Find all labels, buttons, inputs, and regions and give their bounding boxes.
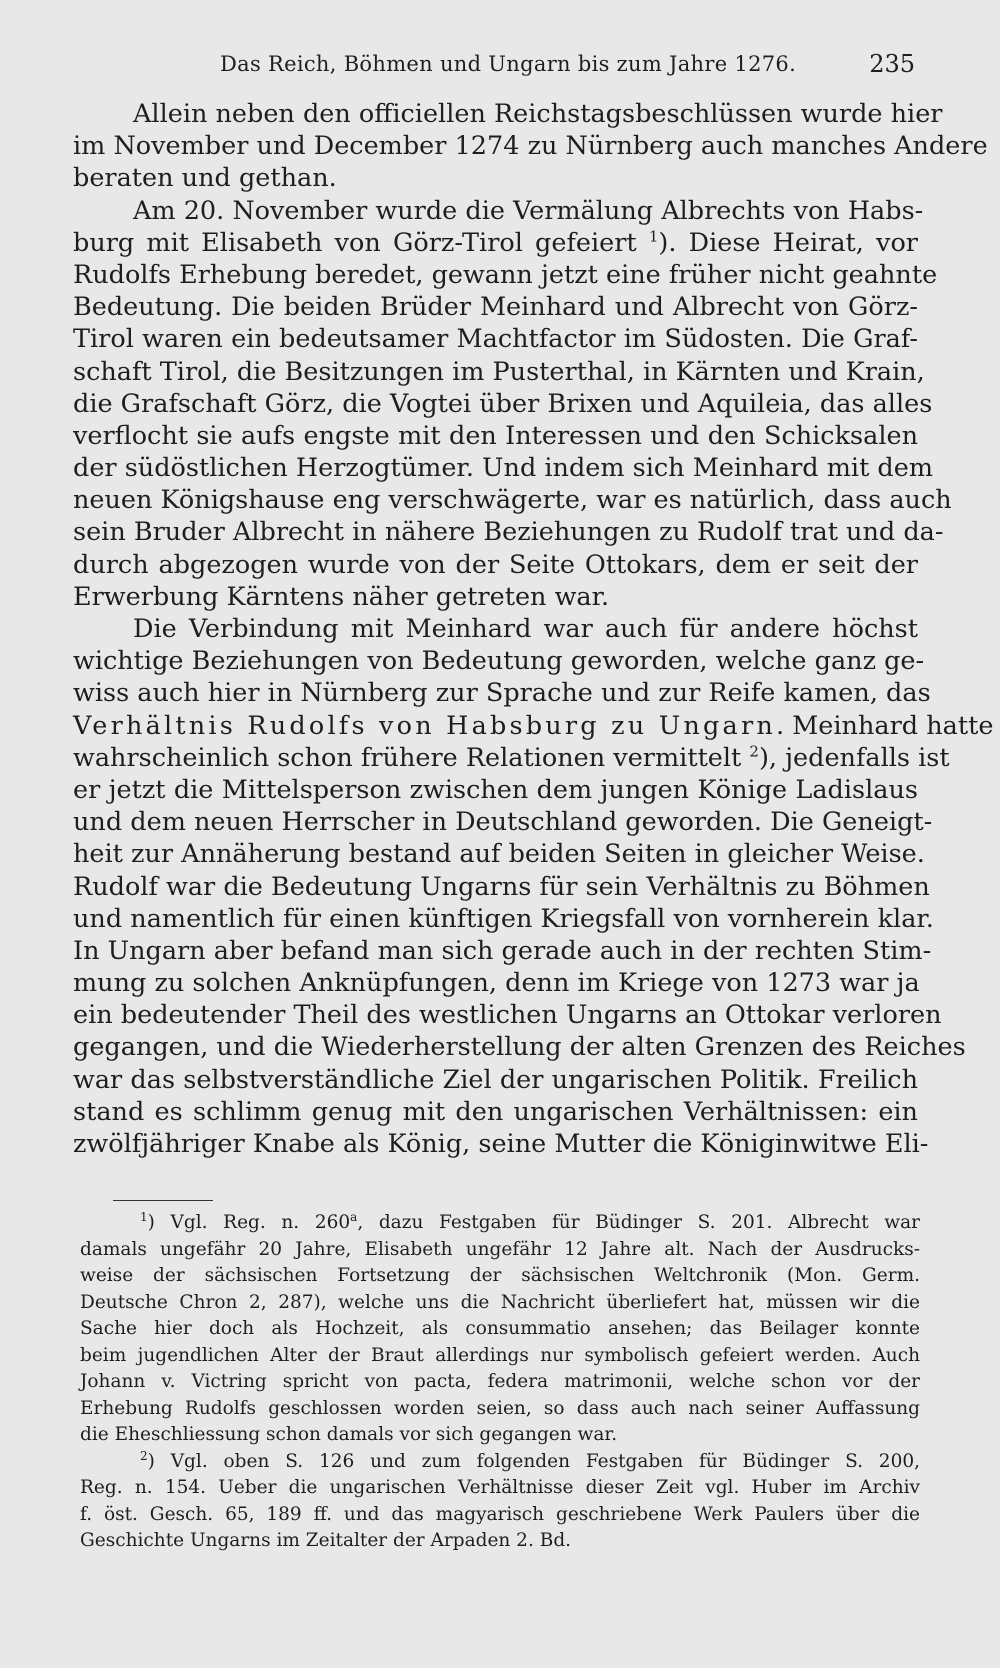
footnotes (80, 1210, 920, 1555)
text-line: stand es schlimm genug mit den ungarischen Verhältnissen: ein (73, 1096, 918, 1127)
text-line: Rudolf war die Bedeutung Ungarns für sein Verhältnis zu Böhmen (73, 871, 930, 902)
emphasized-text: Verhältnis Rudolfs von Habsburg zu Ungarn (73, 710, 776, 741)
footnote-line: Sache hier doch als Hochzeit, als consummatio ansehen; das Beilager konnte (80, 1318, 920, 1339)
text-line: im November und December 1274 zu Nürnberg auch manches Andere (73, 131, 988, 162)
text-segment: wahrscheinlich schon frühere Relationen vermittelt (73, 742, 742, 773)
text-line: mung zu solchen Anknüpfungen, denn im Kriege von 1273 war ja (73, 968, 920, 999)
body-text (73, 98, 994, 1160)
footnote-line (80, 1210, 920, 1237)
footnote-line: weise der sächsischen Fortsetzung der sächsischen Weltchronik (Mon. Germ. (80, 1265, 920, 1286)
text-line: durch abgezogen wurde von der Seite Ottokars, dem er seit der (73, 549, 918, 580)
text-line: heit zur Annäherung bestand auf beiden Seiten in gleicher Weise. (73, 839, 925, 870)
footnote-mark: 1 (648, 227, 659, 246)
footnote-mark: 2 (749, 742, 759, 761)
footnote-number: 1 (140, 1209, 148, 1224)
footnote-line (80, 1449, 920, 1476)
text-segment: burg mit Elisabeth von Görz-Tirol gefeiert (73, 227, 637, 258)
text-line: In Ungarn aber befand man sich gerade auch in der rechten Stim- (73, 935, 932, 966)
text-line: Am 20. November wurde die Vermälung Albrechts von Habs- (133, 195, 924, 226)
footnote-line: Erhebung Rudolfs geschlossen worden seien, so dass auch nach seiner Auffassung (80, 1397, 920, 1419)
text-line: ein bedeutender Theil des westlichen Ungarns an Ottokar verloren (73, 1000, 942, 1031)
text-line: beraten und gethan. (73, 163, 337, 194)
text-line: Tirol waren ein bedeutsamer Machtfactor im Südosten. Die Graf- (73, 324, 918, 355)
footnote-line: Geschichte Ungarns im Zeitalter der Arpaden 2. Bd. (80, 1530, 572, 1551)
text-line: er jetzt die Mittelsperson zwischen dem jungen Könige Ladislaus (73, 774, 918, 805)
text-line: und namentlich für einen künftigen Kriegsfall von vornherein klar. (73, 903, 934, 934)
text-line: neuen Königshause eng verschwägerte, war es natürlich, dass auch (73, 485, 952, 516)
footnote-line: f. öst. Gesch. 65, 189 ff. und das magyarisch geschriebene Werk Paulers über die (80, 1503, 920, 1525)
text-segment: . Meinhard hatte (775, 710, 994, 741)
footnote-line: die Eheschliessung schon damals vor sich gegangen war. (80, 1424, 618, 1445)
footnote-line: beim jugendlichen Alter der Braut allerdings nur symbolisch gefeiert werden. Auch (80, 1344, 920, 1366)
footnote-line: Reg. n. 154. Ueber die ungarischen Verhältnisse dieser Zeit vgl. Huber im Archiv (80, 1477, 920, 1498)
text-line: sein Bruder Albrecht in nähere Beziehungen zu Rudolf trat und da- (73, 517, 944, 548)
footnote-line: Deutsche Chron 2, 287), welche uns die Nachricht überliefert hat, müssen wir die (80, 1291, 920, 1313)
text-segment: ) Vgl. oben S. 126 und zum folgenden Festgaben für Büdinger S. 200, (147, 1450, 920, 1472)
text-line: schaft Tirol, die Besitzungen im Pusterthal, in Kärnten und Krain, (73, 356, 925, 387)
text-line: verflocht sie aufs engste mit den Interessen und den Schicksalen (73, 420, 918, 451)
text-line (73, 742, 950, 774)
footnote-divider (113, 1200, 213, 1201)
text-segment: , dazu Festgaben für Büdinger S. 201. Albrecht war (357, 1212, 921, 1233)
footnote-number: 2 (140, 1448, 148, 1463)
text-line: die Grafschaft Görz, die Vogtei über Brixen und Aquileia, das alles (73, 388, 933, 419)
text-line: Die Verbindung mit Meinhard war auch für andere höchst (133, 614, 918, 644)
text-line: und dem neuen Herrscher in Deutschland geworden. Die Geneigt- (73, 807, 933, 838)
text-line: zwölfjähriger Knabe als König, seine Mutter die Königinwitwe Eli- (73, 1129, 929, 1159)
text-line: gegangen, und die Wiederherstellung der alten Grenzen des Reiches (73, 1032, 966, 1063)
text-segment: ) Vgl. Reg. n. 260 (147, 1212, 351, 1233)
text-line: wiss auch hier in Nürnberg zur Sprache und zur Reife kamen, das (73, 678, 931, 709)
page-number: 235 (869, 50, 915, 78)
running-header (75, 46, 915, 86)
footnote-line: damals ungefähr 20 Jahre, Elisabeth ungefähr 12 Jahre alt. Nach der Ausdrucks- (80, 1238, 920, 1260)
text-line: Erwerbung Kärntens näher getreten war. (73, 581, 610, 612)
text-line: der südöstlichen Herzogtümer. Und indem sich Meinhard mit dem (73, 453, 934, 484)
text-line: Rudolfs Erhebung beredet, gewann jetzt eine früher nicht geahnte (73, 259, 938, 290)
superscript: a (350, 1209, 358, 1224)
running-title: Das Reich, Böhmen und Ungarn bis zum Jahre 1276. (220, 52, 797, 76)
text-line (73, 227, 918, 259)
text-line: Allein neben den officiellen Reichstagsbeschlüssen wurde hier (133, 99, 943, 129)
text-line: Bedeutung. Die beiden Brüder Meinhard und Albrecht von Görz- (73, 292, 918, 323)
text-line: wichtige Beziehungen von Bedeutung geworden, welche ganz ge- (73, 646, 925, 677)
text-segment: ), jedenfalls ist (758, 742, 950, 773)
footnote-line: Johann v. Victring spricht von pacta, federa matrimonii, welche schon vor der (80, 1371, 920, 1392)
text-segment: ). Diese Heirat, vor (658, 227, 918, 258)
text-line: war das selbstverständliche Ziel der ungarischen Politik. Freilich (73, 1064, 918, 1095)
text-line (73, 710, 994, 742)
